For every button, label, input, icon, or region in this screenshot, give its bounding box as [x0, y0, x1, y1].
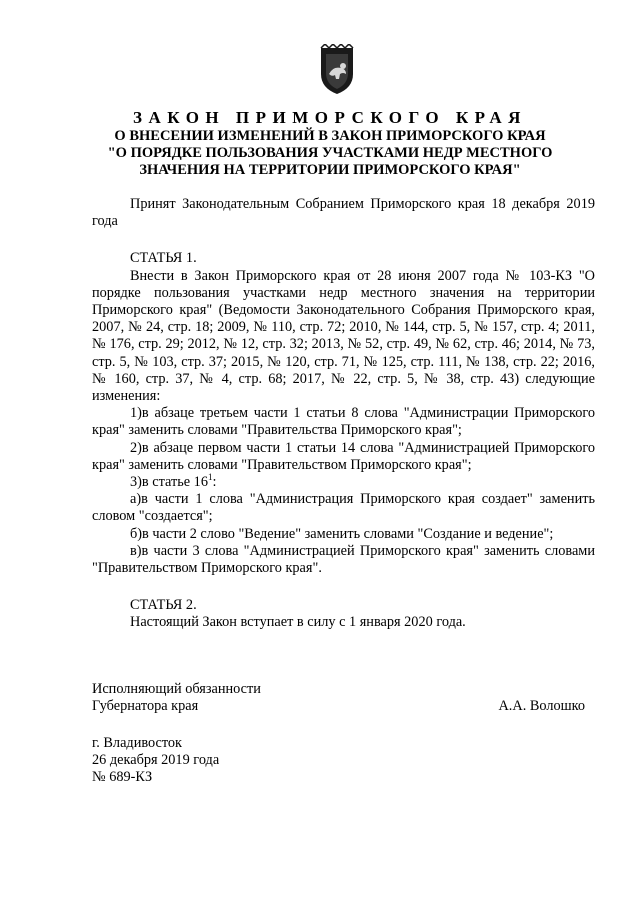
law-body	[92, 196, 595, 632]
adoption-note: Принят Законодательным Собранием Приморского края 18 декабря 2019 года	[92, 196, 595, 230]
law-subtitle-line-2: "О ПОРЯДКЕ ПОЛЬЗОВАНИЯ УЧАСТКАМИ НЕДР МЕСТНОГО	[107, 145, 553, 161]
article-2-heading: СТАТЬЯ 2.	[130, 597, 197, 614]
law-number: № 689-КЗ	[92, 769, 153, 786]
signatory-name: А.А. Волошко	[498, 698, 585, 715]
signing-date: 26 декабря 2019 года	[92, 752, 220, 769]
article-2-text: Настоящий Закон вступает в силу с 1 января 2020 года.	[130, 614, 466, 631]
article-1-heading: СТАТЬЯ 1.	[130, 250, 197, 267]
place-date-block	[92, 735, 219, 787]
signature-block	[92, 681, 595, 715]
coat-of-arms-icon	[315, 44, 359, 96]
article-1-item-3: 3)в статье $16^1$:	[130, 472, 217, 491]
article-1-subitem-b: б)в части 2 слово "Ведение" заменить словами "Создание и ведение";	[130, 525, 554, 542]
article-1-subitem-v: в)в части 3 слова "Администрацией Приморского края" заменить словами "Правительством Приморского края".	[92, 542, 595, 577]
signature-position-line-2: Губернатора края	[92, 698, 199, 715]
law-title: ЗАКОН ПРИМОРСКОГО КРАЯ	[133, 108, 527, 127]
article-1-item-2: 2)в абзаце первом части 1 статьи 14 слова "Администрацией Приморского края" заменить словами "Правительством Приморского края";	[92, 439, 595, 473]
article-1-intro: Внести в Закон Приморского края от 28 июня 2007 года № 103-КЗ "О порядке пользования участками недр местного значения на территории Приморского края" (Ведомости Законодательного Собрания Приморского края, 2007, № 24, стр. 18; 2009, № 110, стр. 72; 2010, № 144, стр. 5, № 157, стр. 4; 2011, № 176, стр. 29; 2012, № 12, стр. 32; 2013, № 52, стр. 49, № 62, стр. 46; 2014, № 73, стр. 5, № 103, стр. 37; 2015, № 120, стр. 71, № 125, стр. 111, № 138, стр. 22; 2016, № 160, стр. 37, № 4, стр. 68; 2017, № 22, стр. 5, № 38, стр. 43) следующие изменения:	[92, 267, 595, 405]
signature-position-line-1: Исполняющий обязанности	[92, 681, 261, 697]
city: г. Владивосток	[92, 735, 182, 751]
law-subtitle-line-3: ЗНАЧЕНИЯ НА ТЕРРИТОРИИ ПРИМОРСКОГО КРАЯ"	[139, 162, 521, 178]
law-title-block	[80, 108, 580, 179]
article-1-subitem-a: а)в части 1 слова "Администрация Приморского края создает" заменить словом "создается";	[92, 491, 595, 525]
article-1-item-1: 1)в абзаце третьем части 1 статьи 8 слова "Администрации Приморского края" заменить словами "Правительства Приморского края";	[92, 405, 595, 439]
law-subtitle-line-1: О ВНЕСЕНИИ ИЗМЕНЕНИЙ В ЗАКОН ПРИМОРСКОГО КРАЯ	[114, 128, 546, 144]
